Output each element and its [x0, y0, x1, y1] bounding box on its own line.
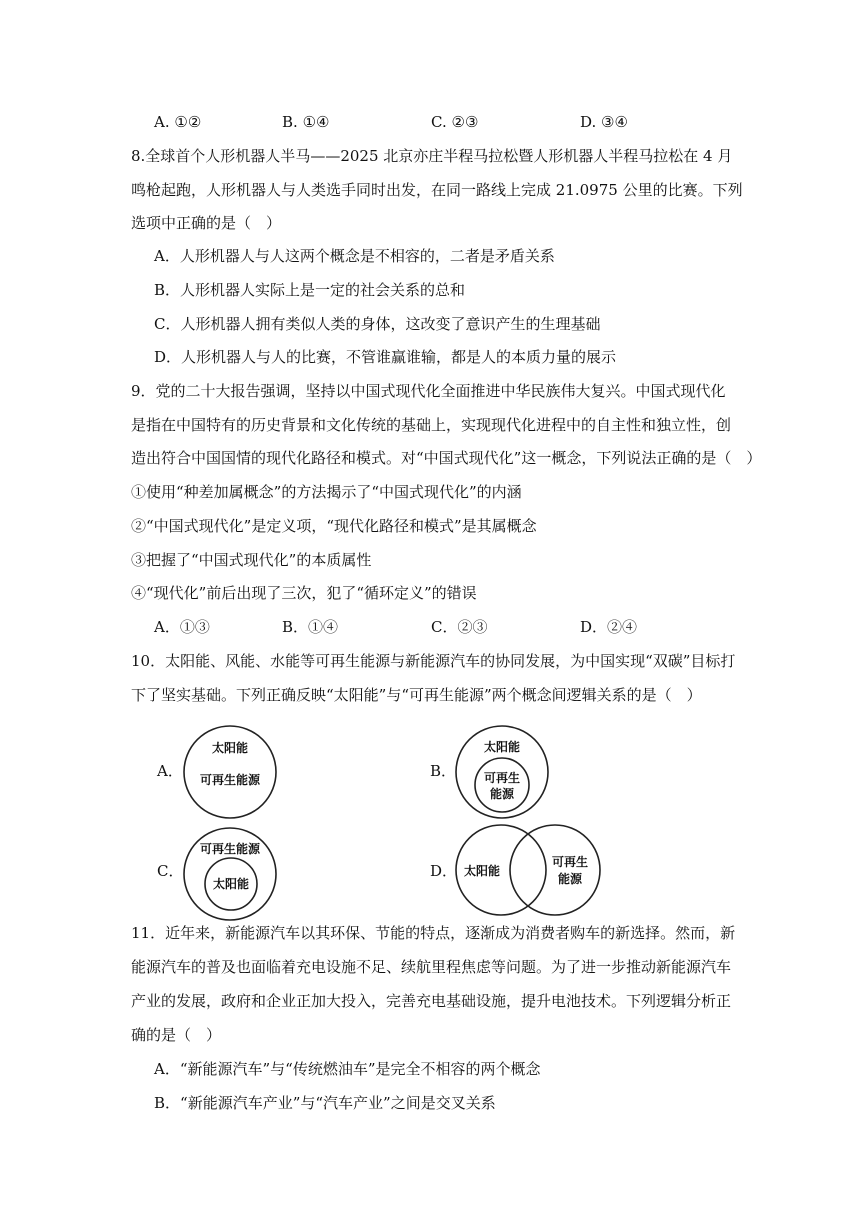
q11-option-b: B．“新能源汽车产业”与“汽车产业”之间是交叉关系 [154, 1094, 496, 1112]
q9-statement-3: ③把握了“中国式现代化”的本质属性 [131, 551, 372, 569]
q10-diagram-b [452, 722, 552, 822]
q10-stem-line: 10．太阳能、风能、水能等可再生能源与新能源汽车的协同发展，为中国实现“双碳”目标打 [131, 652, 736, 670]
q8-stem-line: 鸣枪起跑，人形机器人与人类选手同时出发，在同一路线上完成 21.0975 公里的比赛。下列 [131, 181, 743, 199]
q10-option-b-key: B． [430, 762, 457, 780]
q11-stem-line: 确的是（ ） [131, 1026, 222, 1044]
label-inner-2: 能源 [489, 787, 515, 801]
q7-option-a: A. ①② [154, 113, 202, 131]
q10-stem-line: 下了坚实基础。下列正确反映“太阳能”与“可再生能源”两个概念间逻辑关系的是（ ） [131, 686, 702, 704]
q8-stem-line: 8.全球首个人形机器人半马——2025 北京亦庄半程马拉松暨人形机器人半程马拉松在 4 月 [131, 147, 733, 165]
circle [184, 726, 276, 818]
label-inner-1: 可再生 [483, 771, 521, 785]
q8-option-d: D．人形机器人与人的比赛，不管谁赢谁输，都是人的本质力量的展示 [154, 348, 617, 366]
q9-option-a: A．①③ [154, 618, 210, 636]
label-top: 太阳能 [211, 741, 249, 755]
q10-option-c-key: C． [157, 862, 184, 880]
q11-stem-line: 能源汽车的普及也面临着充电设施不足、续航里程焦虑等问题。为了进一步推动新能源汽车 [131, 958, 732, 976]
q9-statement-4: ④“现代化”前后出现了三次，犯了“循环定义”的错误 [131, 584, 477, 602]
q9-stem-line: 造出符合中国国情的现代化路径和模式。对“中国式现代化”这一概念，下列说法正确的是（ ） [131, 449, 762, 467]
q11-stem-line: 产业的发展，政府和企业正加大投入，完善充电基础设施，提升电池技术。下列逻辑分析正 [131, 992, 732, 1010]
q8-option-c: C．人形机器人拥有类似人类的身体，这改变了意识产生的生理基础 [154, 315, 601, 333]
q8-option-a: A．人形机器人与人这两个概念是不相容的，二者是矛盾关系 [154, 247, 555, 265]
label-outer: 可再生能源 [199, 842, 261, 856]
label-bottom: 可再生能源 [199, 773, 261, 787]
q10-diagram-a [180, 722, 280, 822]
q10-option-d-key: D． [430, 862, 458, 880]
q9-option-c: C．②③ [431, 618, 488, 636]
q9-stem-line: 是指在中国特有的历史背景和文化传统的基础上，实现现代化进程中的自主性和独立性，创 [131, 416, 732, 434]
q9-option-b: B．①④ [282, 618, 339, 636]
q8-option-b: B．人形机器人实际上是一定的社会关系的总和 [154, 281, 466, 299]
q7-option-b: B. ①④ [282, 113, 330, 131]
q9-option-d: D．②④ [580, 618, 638, 636]
q9-statement-2: ②“中国式现代化”是定义项，“现代化路径和模式”是其属概念 [131, 517, 537, 535]
q8-stem-line: 选项中正确的是（ ） [131, 214, 282, 232]
q11-stem-line: 11．近年来，新能源汽车以其环保、节能的特点，逐渐成为消费者购车的新选择。然而，新 [131, 924, 736, 942]
q9-stem-line: 9．党的二十大报告强调，坚持以中国式现代化全面推进中华民族伟大复兴。中国式现代化 [131, 382, 726, 400]
q10-diagram-c [180, 824, 280, 924]
right-circle [510, 825, 600, 915]
label-right-1: 可再生 [551, 855, 589, 869]
q11-option-a: A．“新能源汽车”与“传统燃油车”是完全不相容的两个概念 [154, 1060, 541, 1078]
inner-circle [475, 758, 529, 812]
q10-option-a-key: A． [157, 762, 183, 780]
q7-option-c: C. ②③ [431, 113, 479, 131]
label-outer: 太阳能 [483, 740, 521, 754]
q10-diagram-d [454, 823, 604, 917]
q9-statement-1: ①使用“种差加属概念”的方法揭示了“中国式现代化”的内涵 [131, 483, 522, 501]
label-right-2: 能源 [557, 872, 583, 886]
label-inner: 太阳能 [212, 877, 250, 891]
label-left: 太阳能 [463, 864, 501, 878]
q7-option-d: D. ③④ [580, 113, 628, 131]
